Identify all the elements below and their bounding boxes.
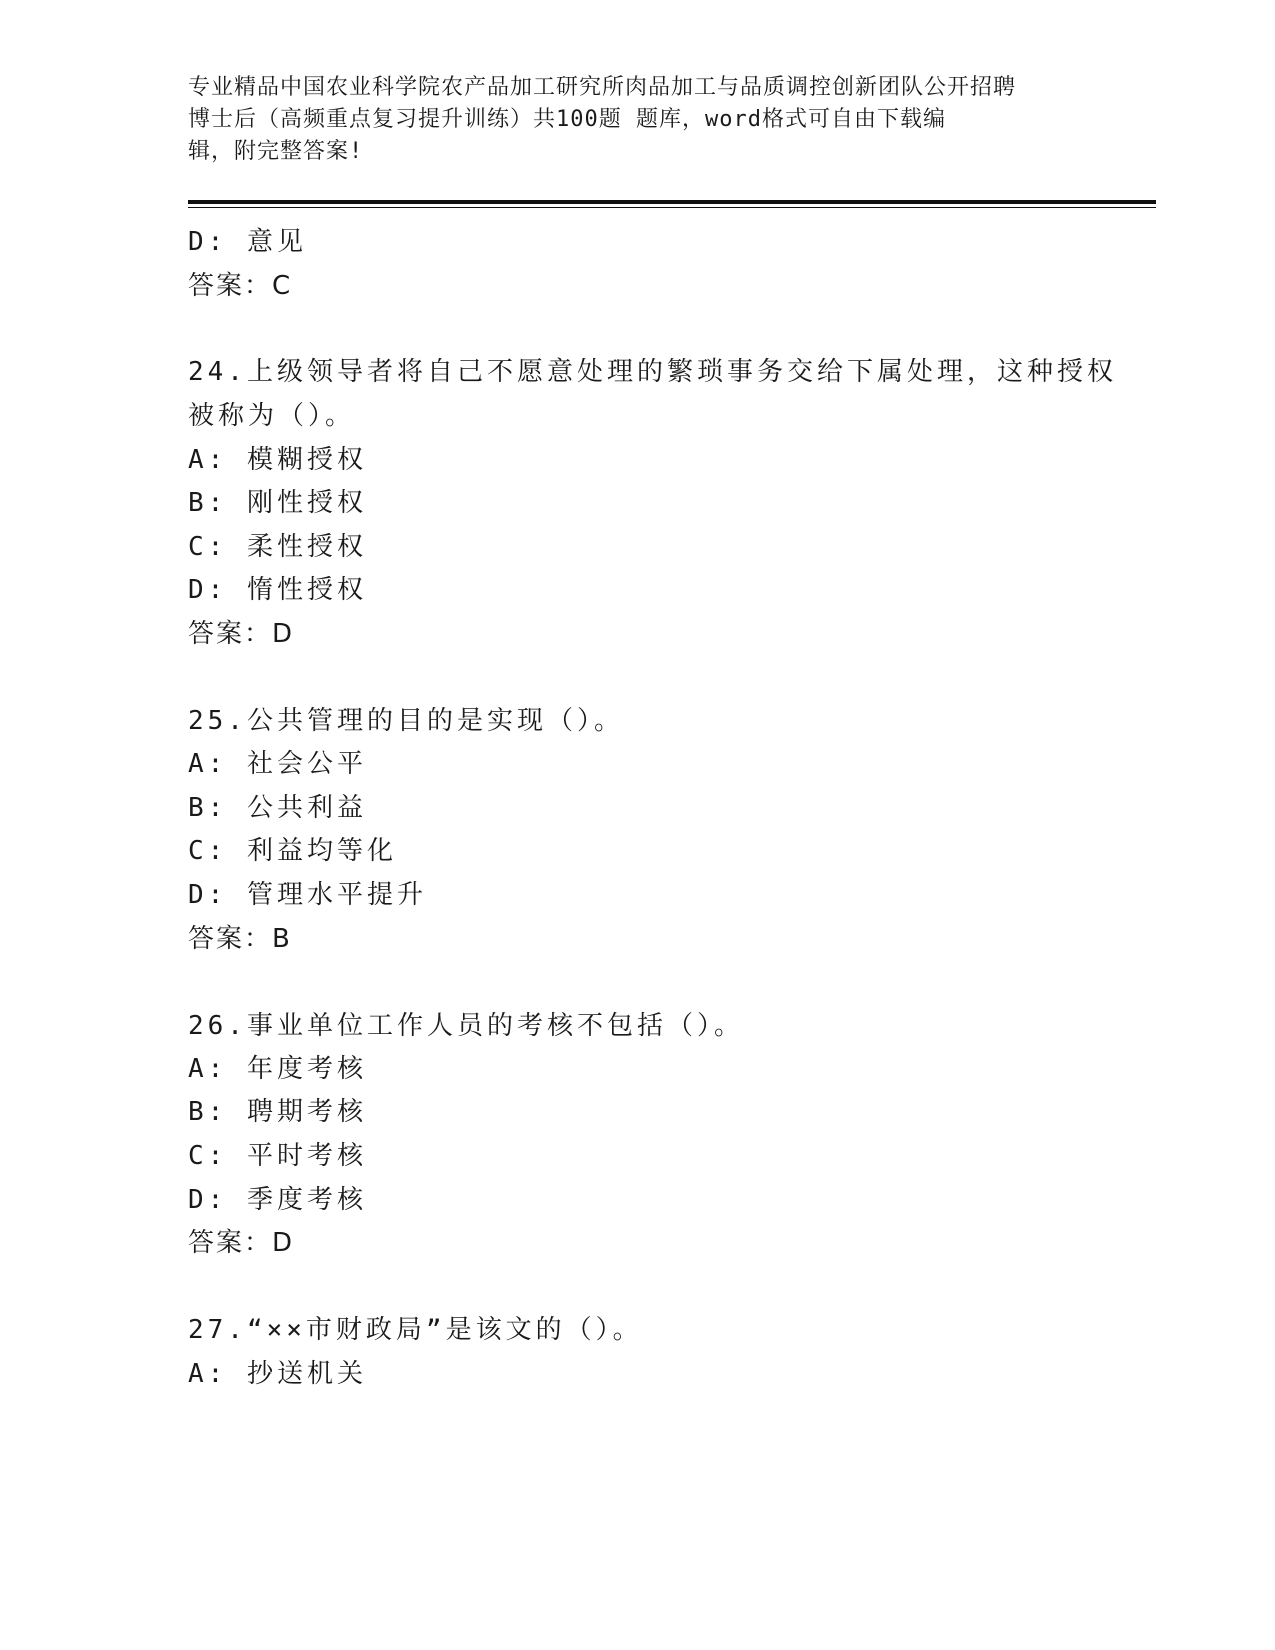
- q24-answer: 答案：D: [188, 619, 295, 649]
- q23-option-d: D: 意见: [188, 227, 307, 257]
- q25-option-a: A: 社会公平: [188, 749, 367, 779]
- q26-option-b: B: 聘期考核: [188, 1097, 367, 1127]
- q26-option-c: C: 平时考核: [188, 1141, 367, 1171]
- q25-answer: 答案：B: [188, 924, 292, 954]
- q25-option-b: B: 公共利益: [188, 793, 367, 823]
- q25-option-c: C: 利益均等化: [188, 836, 397, 866]
- q26-stem: 26.事业单位工作人员的考核不包括（）。: [188, 1011, 744, 1041]
- q24-option-a: A: 模糊授权: [188, 445, 367, 475]
- q24-option-d: D: 惰性授权: [188, 575, 367, 605]
- q23-answer: 答案：C: [188, 271, 293, 301]
- header-title-line-1: 专业精品中国农业科学院农产品加工研究所肉品加工与品质调控创新团队公开招聘: [188, 75, 1017, 100]
- q27-stem: 27.“××市财政局”是该文的（）。: [188, 1315, 643, 1345]
- header-title-line-3: 辑，附完整答案!: [188, 139, 364, 164]
- q24-stem-line-1: 24.上级领导者将自己不愿意处理的繁琐事务交给下属处理，这种授权: [188, 357, 1117, 387]
- q25-stem: 25.公共管理的目的是实现（）。: [188, 706, 624, 736]
- q24-option-c: C: 柔性授权: [188, 532, 367, 562]
- q26-option-d: D: 季度考核: [188, 1185, 367, 1215]
- q26-option-a: A: 年度考核: [188, 1054, 367, 1084]
- q27-option-a: A: 抄送机关: [188, 1359, 367, 1389]
- q25-option-d: D: 管理水平提升: [188, 880, 427, 910]
- header-title-line-2: 博士后（高频重点复习提升训练）共100题 题库，word格式可自由下载编: [188, 107, 946, 132]
- q26-answer: 答案：D: [188, 1228, 295, 1258]
- header-rule-thick: [188, 200, 1156, 204]
- header-rule-thin: [188, 207, 1156, 208]
- q24-stem-line-2: 被称为（）。: [188, 401, 356, 431]
- q24-option-b: B: 刚性授权: [188, 488, 367, 518]
